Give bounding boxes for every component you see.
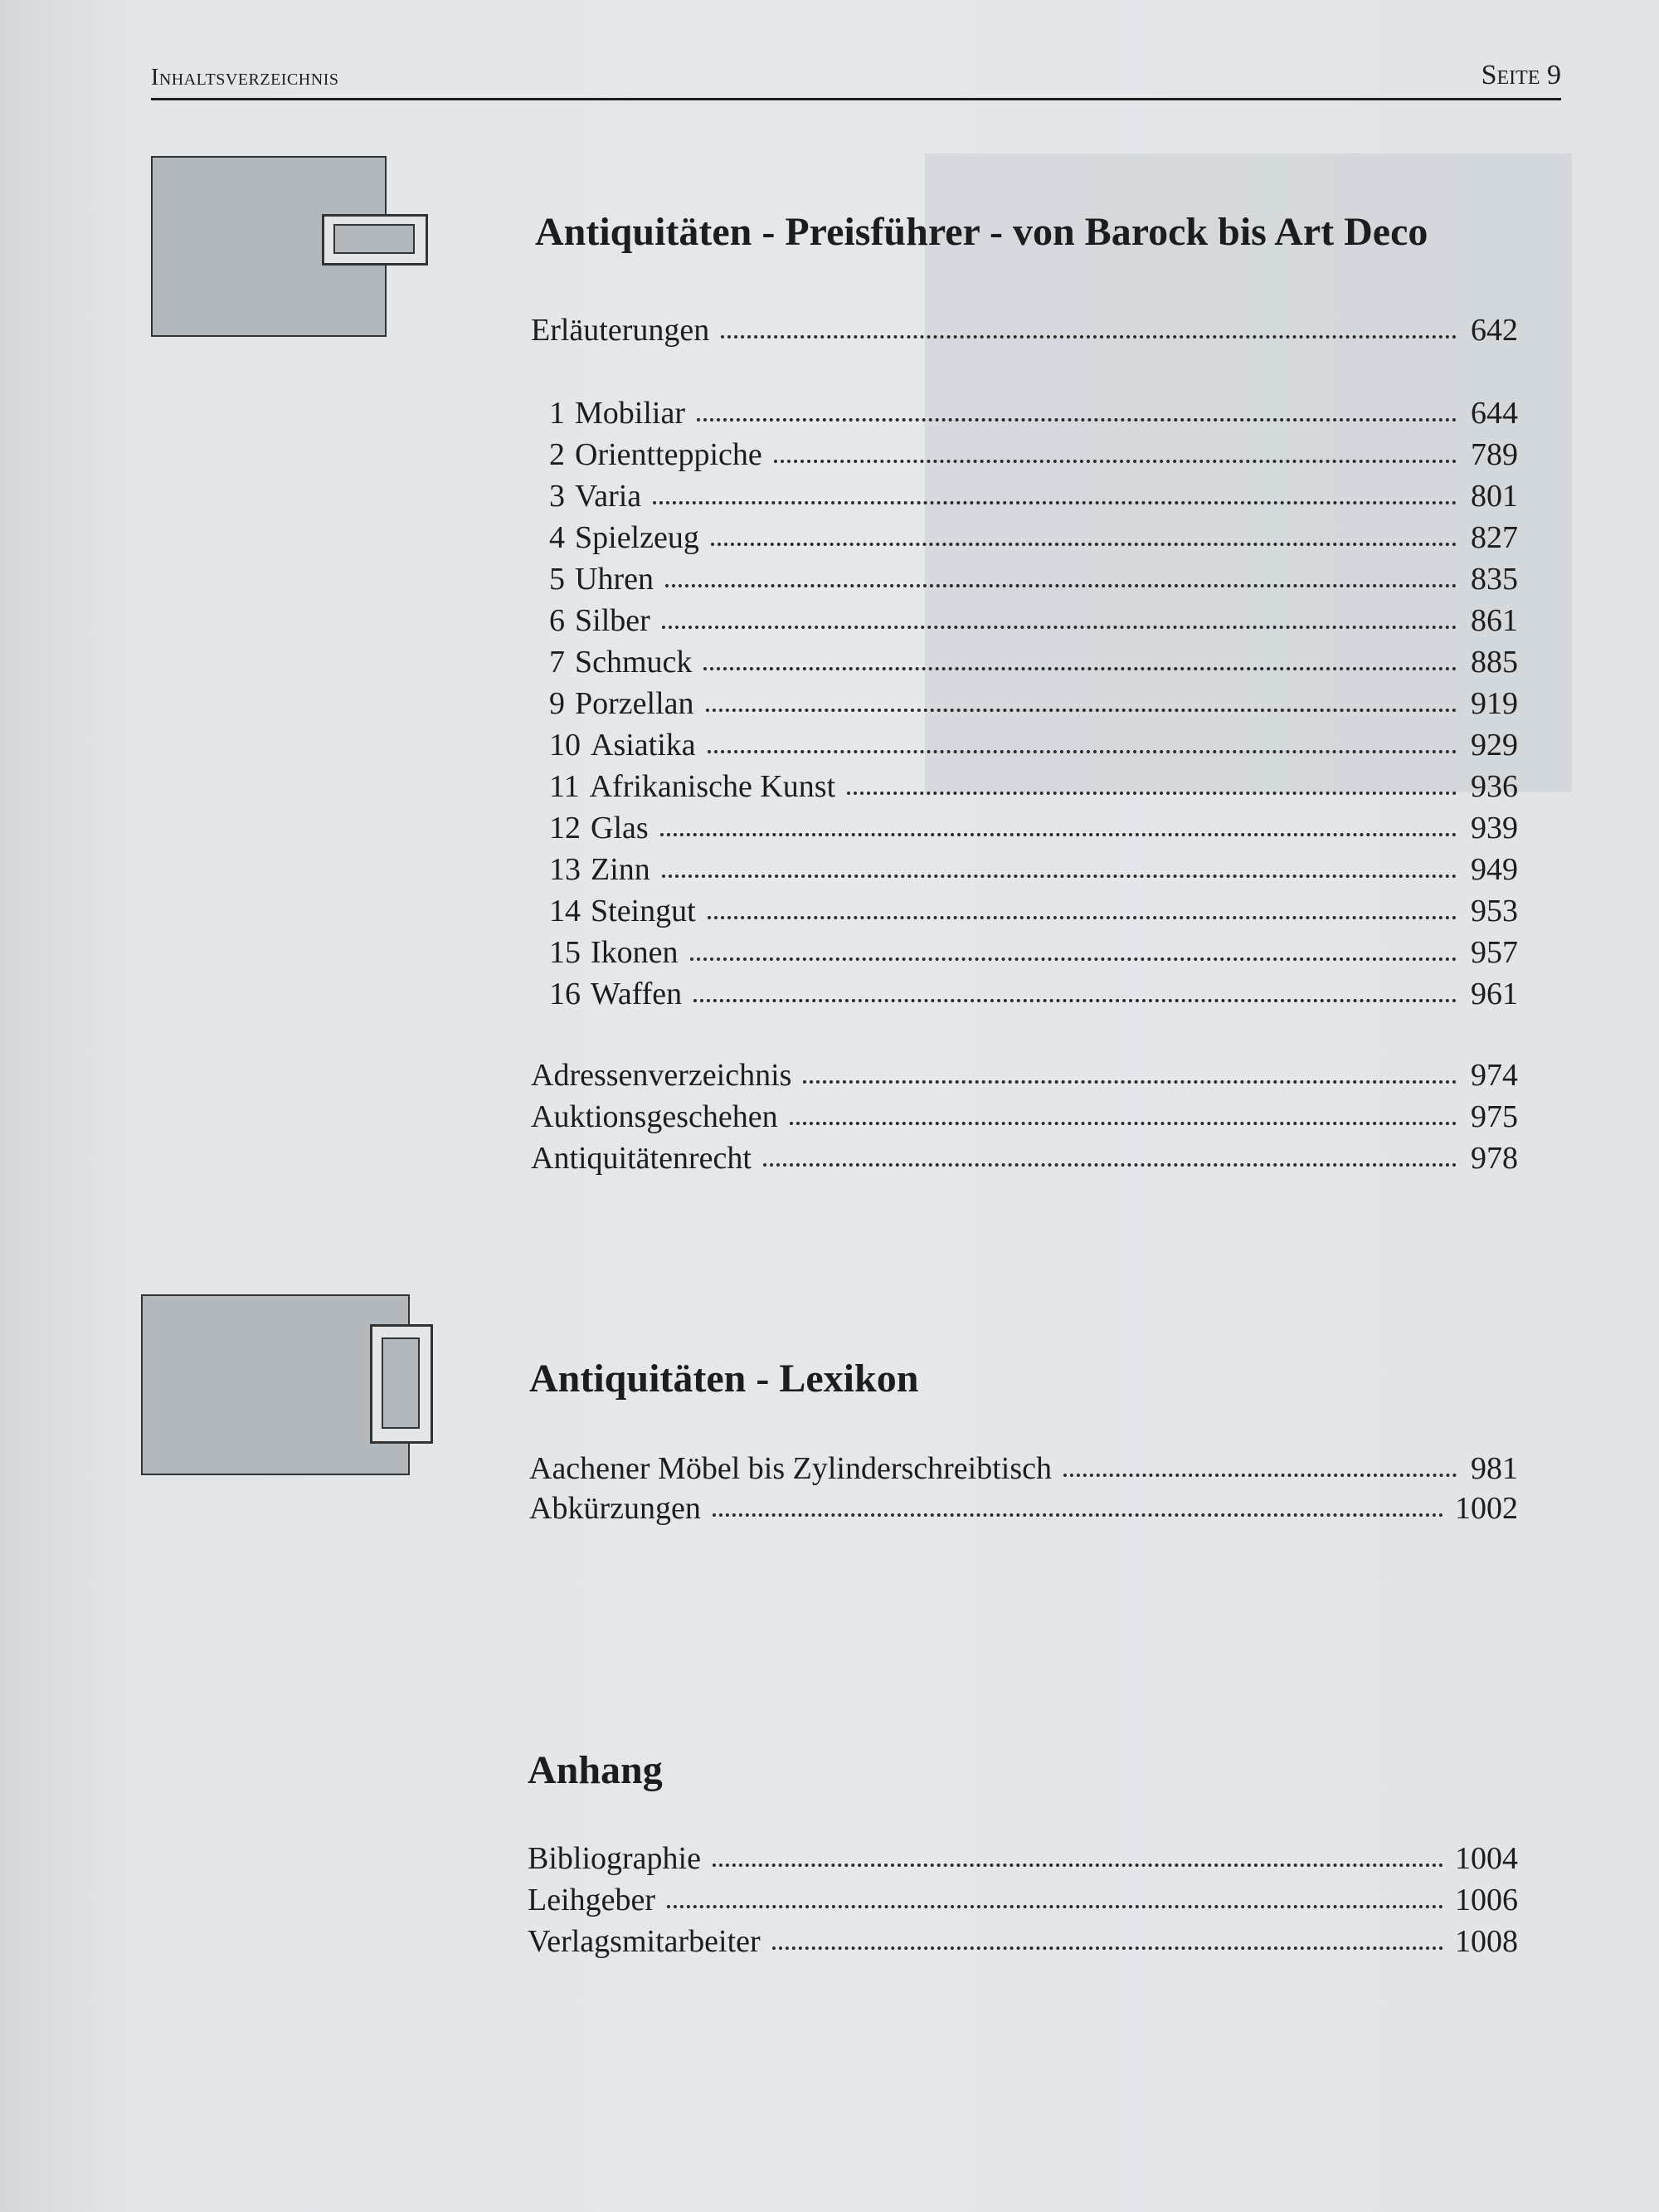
toc-label: Afrikanische Kunst — [589, 769, 836, 804]
header-title: Inhaltsverzeichnis — [151, 65, 339, 90]
toc-anhang — [528, 1840, 1518, 1965]
toc-label: Porzellan — [575, 686, 694, 721]
toc-page: 861 — [1471, 603, 1518, 638]
leader-dots — [711, 538, 1457, 546]
toc-entry[interactable] — [549, 436, 1518, 478]
chapter-number: 5 — [549, 562, 565, 597]
toc-entry[interactable] — [549, 893, 1518, 934]
toc-page: 885 — [1471, 645, 1518, 680]
leader-dots — [690, 953, 1457, 961]
leader-dots — [697, 413, 1457, 421]
toc-label: Steingut — [591, 894, 696, 928]
toc-page: 644 — [1471, 396, 1518, 431]
toc-page: 936 — [1471, 769, 1518, 804]
toc-label: Bibliographie — [528, 1841, 701, 1876]
chapter-number: 6 — [549, 603, 565, 638]
chapter-number: 7 — [549, 645, 565, 680]
toc-label: Silber — [575, 603, 650, 638]
toc-lexikon — [529, 1450, 1518, 1530]
toc-label: Orientteppiche — [575, 437, 762, 472]
toc-label: Leihgeber — [528, 1883, 656, 1917]
leader-dots — [772, 1942, 1443, 1950]
leader-dots — [703, 662, 1457, 670]
toc-label: Glas — [591, 811, 649, 845]
leader-dots — [660, 828, 1457, 836]
leader-dots — [1063, 1469, 1457, 1477]
toc-label: Auktionsgeschehen — [531, 1099, 778, 1134]
leader-dots — [713, 1859, 1443, 1867]
toc-entry[interactable] — [549, 727, 1518, 768]
chapter-number: 3 — [549, 479, 565, 514]
leader-dots — [665, 579, 1457, 587]
leader-dots — [713, 1508, 1443, 1517]
toc-page: 974 — [1471, 1058, 1518, 1093]
leader-dots — [847, 787, 1457, 795]
toc-label: Uhren — [575, 562, 654, 597]
chapter-number: 4 — [549, 520, 565, 555]
header-page-number: Seite 9 — [1481, 60, 1561, 90]
toc-entry[interactable] — [531, 1140, 1518, 1182]
toc-entry[interactable] — [549, 810, 1518, 851]
toc-page: 789 — [1471, 437, 1518, 472]
toc-label: Verlagsmitarbeiter — [528, 1924, 761, 1959]
chapter-number: 10 — [549, 728, 581, 763]
leader-dots — [667, 1900, 1443, 1908]
toc-label: Asiatika — [591, 728, 696, 763]
toc-page: 1002 — [1455, 1491, 1518, 1526]
toc-label: Erläuterungen — [531, 313, 710, 348]
toc-page: 1008 — [1455, 1924, 1518, 1959]
toc-label: Schmuck — [575, 645, 693, 680]
leader-dots — [708, 911, 1457, 919]
toc-entry[interactable] — [549, 561, 1518, 602]
toc-page: 939 — [1471, 811, 1518, 845]
toc-entry[interactable] — [549, 519, 1518, 561]
toc-entry[interactable] — [528, 1882, 1518, 1923]
toc-page: 919 — [1471, 686, 1518, 721]
toc-entry[interactable] — [531, 1057, 1518, 1099]
toc-label: Waffen — [591, 977, 683, 1011]
chapter-number: 2 — [549, 437, 565, 472]
toc-page: 827 — [1471, 520, 1518, 555]
leader-dots — [803, 1075, 1457, 1084]
toc-intro — [531, 312, 1518, 353]
toc-label: Aachener Möbel bis Zylinderschreibtisch — [529, 1451, 1052, 1486]
chapter-number: 1 — [549, 396, 565, 431]
toc-page: 835 — [1471, 562, 1518, 597]
running-header — [151, 48, 1561, 100]
leader-dots — [774, 455, 1457, 463]
toc-label: Abkürzungen — [529, 1491, 701, 1526]
toc-entry[interactable] — [528, 1840, 1518, 1882]
toc-entry[interactable] — [529, 1450, 1518, 1490]
leader-dots — [693, 994, 1457, 1002]
leader-dots — [790, 1117, 1457, 1125]
toc-label: Antiquitätenrecht — [531, 1141, 752, 1176]
section-title-lexikon: Antiquitäten - Lexikon — [529, 1357, 919, 1401]
toc-page: 801 — [1471, 479, 1518, 514]
chapter-number: 11 — [549, 769, 580, 804]
toc-label: Adressenverzeichnis — [531, 1058, 792, 1093]
toc-label: Spielzeug — [575, 520, 699, 555]
toc-entry[interactable] — [531, 312, 1518, 353]
toc-page: 953 — [1471, 894, 1518, 928]
leader-dots — [662, 621, 1457, 629]
toc-appendix — [531, 1057, 1518, 1182]
toc-page: 975 — [1471, 1099, 1518, 1134]
toc-entry[interactable] — [549, 478, 1518, 519]
toc-page: 1004 — [1455, 1841, 1518, 1876]
toc-page: 1006 — [1455, 1883, 1518, 1917]
toc-page: 957 — [1471, 935, 1518, 970]
toc-page: 929 — [1471, 728, 1518, 763]
toc-entry[interactable] — [549, 976, 1518, 1017]
toc-entry[interactable] — [549, 768, 1518, 810]
toc-entry[interactable] — [549, 934, 1518, 976]
toc-page: 961 — [1471, 977, 1518, 1011]
chapter-number: 15 — [549, 935, 581, 970]
leader-dots — [662, 870, 1457, 878]
toc-entry[interactable] — [549, 851, 1518, 893]
toc-entry[interactable] — [549, 685, 1518, 727]
leader-dots — [721, 330, 1457, 339]
toc-label: Varia — [575, 479, 642, 514]
toc-entry[interactable] — [549, 644, 1518, 685]
toc-label: Ikonen — [591, 935, 679, 970]
chapter-number: 13 — [549, 852, 581, 887]
leader-dots — [653, 496, 1457, 504]
section-title-anhang: Anhang — [528, 1748, 663, 1792]
section-title-preisfuehrer: Antiquitäten - Preisführer - von Barock bis Art Deco — [535, 210, 1428, 254]
leader-dots — [763, 1158, 1457, 1167]
toc-entry[interactable] — [531, 1099, 1518, 1140]
toc-label: Mobiliar — [575, 396, 685, 431]
leader-dots — [706, 704, 1457, 712]
chapter-number: 16 — [549, 977, 581, 1011]
chapter-number: 14 — [549, 894, 581, 928]
chapter-number: 9 — [549, 686, 565, 721]
toc-page: 642 — [1471, 313, 1518, 348]
toc-entry[interactable] — [549, 395, 1518, 436]
chapter-number: 12 — [549, 811, 581, 845]
toc-entry[interactable] — [529, 1490, 1518, 1530]
leader-dots — [708, 745, 1457, 753]
toc-chapters — [549, 395, 1518, 1017]
toc-page: 978 — [1471, 1141, 1518, 1176]
toc-entry[interactable] — [528, 1923, 1518, 1965]
toc-entry[interactable] — [549, 602, 1518, 644]
toc-page: 949 — [1471, 852, 1518, 887]
toc-label: Zinn — [591, 852, 650, 887]
toc-page: 981 — [1471, 1451, 1518, 1486]
